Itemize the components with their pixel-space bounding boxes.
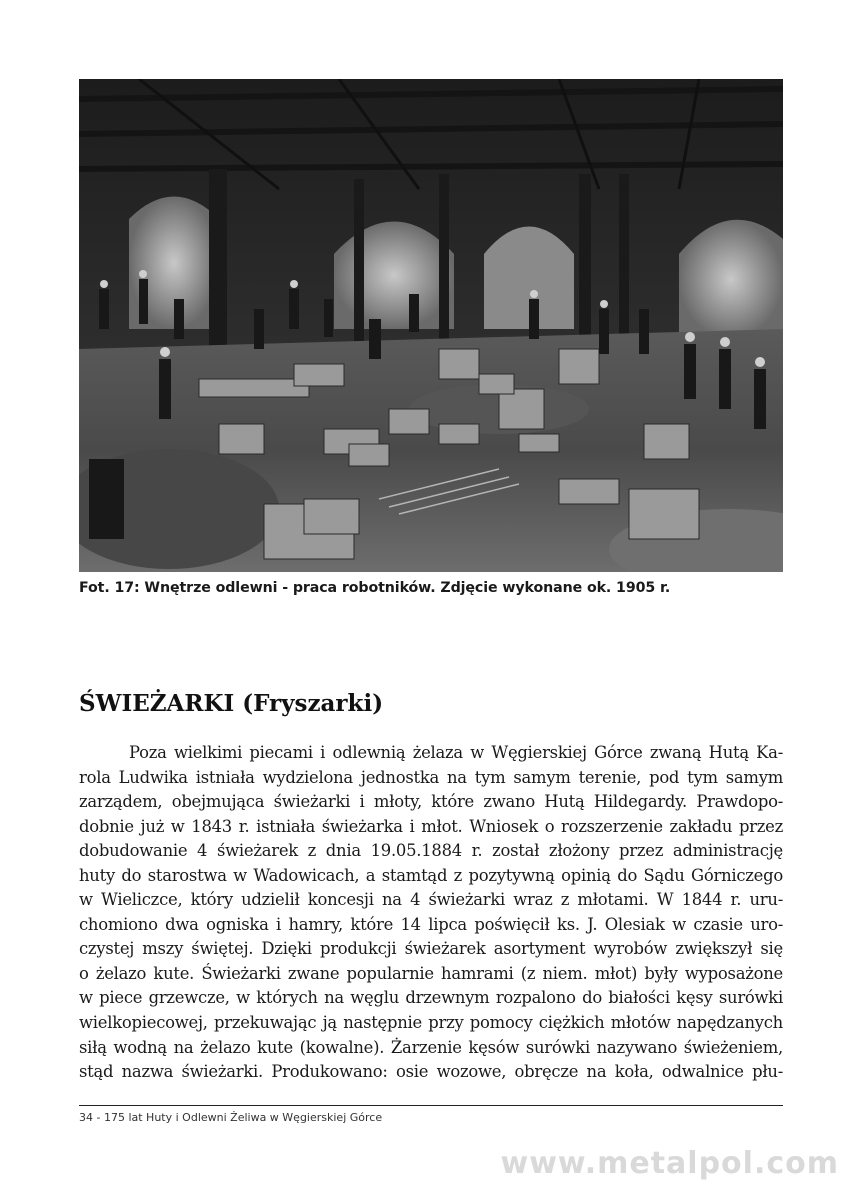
- paragraph-line: dobudowanie 4 świeżarek z dnia 19.05.1884 r. został złożony przez administrację: [79, 841, 783, 861]
- paragraph-line: rola Ludwika istniała wydzielona jednostka na tym samym terenie, pod tym samym: [79, 767, 783, 787]
- paragraph-line: o żelazo kute. Świeżarki zwane popularnie hamrami (z niem. młot) były wyposażone: [79, 963, 783, 983]
- body-paragraph: [79, 741, 783, 1085]
- foundry-photo-illustration: [79, 79, 783, 572]
- footer-divider: [79, 1105, 783, 1106]
- paragraph-line: w Wieliczce, który udzielił koncesji na 4 świeżarki wraz z młotami. W 1844 r. uru-: [79, 890, 783, 910]
- paragraph-line: dobnie już w 1843 r. istniała świeżarka i młot. Wniosek o rozszerzenie zakładu przez: [79, 816, 783, 836]
- foundry-interior-photo: [79, 79, 783, 572]
- section-heading: ŚWIEŻARKI (Fryszarki): [79, 690, 384, 717]
- paragraph-line: Poza wielkimi piecami i odlewnią żelaza w Węgierskiej Górce zwaną Hutą Ka-: [129, 743, 783, 762]
- photo-caption: Fot. 17: Wnętrze odlewni - praca robotników. Zdjęcie wykonane ok. 1905 r.: [79, 580, 671, 596]
- page-footer: 34 - 175 lat Huty i Odlewni Żeliwa w Węgierskiej Górce: [79, 1111, 383, 1124]
- paragraph-line: chomiono dwa ogniska i hamry, które 14 lipca poświęcił ks. J. Olesiak w czasie uro-: [79, 914, 783, 934]
- paragraph-line: stąd nazwa świeżarki. Produkowano: osie wozowe, obręcze na koła, odwalnice płu-: [79, 1062, 783, 1082]
- paragraph-line: zarządem, obejmująca świeżarki i młoty, które zwano Hutą Hildegardy. Prawdopo-: [79, 792, 783, 812]
- paragraph-line: czystej mszy świętej. Dzięki produkcji świeżarek asortyment wyrobów zwiększył się: [79, 939, 783, 959]
- paragraph-line: wielkopiecowej, przekuwając ją następnie przy pomocy ciężkich młotów napędzanych: [79, 1013, 783, 1033]
- paragraph-line: siłą wodną na żelazo kute (kowalne). Żarzenie kęsów surówki nazywano świeżeniem,: [79, 1037, 783, 1057]
- paragraph-line: w piece grzewcze, w których na węglu drzewnym rozpalono do białości kęsy surówki: [79, 988, 783, 1008]
- website-watermark: www.metalpol.com: [500, 1146, 839, 1181]
- paragraph-line: huty do starostwa w Wadowicach, a stamtąd z pozytywną opinią do Sądu Górniczego: [79, 865, 783, 885]
